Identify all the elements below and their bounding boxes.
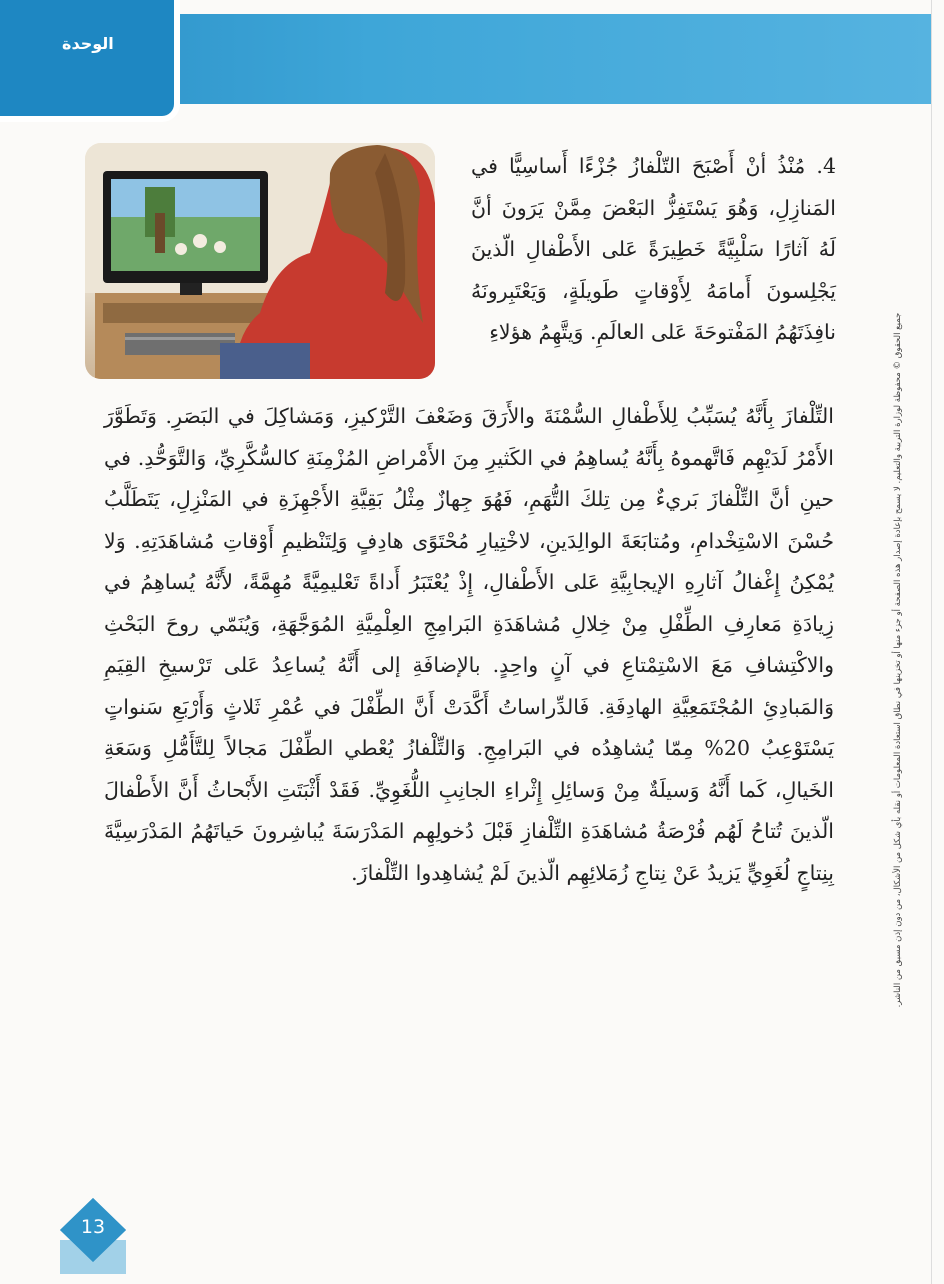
page-number: 13	[80, 1216, 106, 1238]
page-edge-rule	[931, 0, 932, 1284]
paragraph-continuation-text: التِّلْفازَ بِأَنَّهُ يُسَبِّبُ لِلأَطْفالِ السُّمْنَةَ والأَرَقَ وَضَعْفَ التَّرْكيزِ، وَمَشاكِلَ في البَصَرِ. وَتَطَوَّرَ الأَمْرُ لَدَيْهِم فَاتَّهموهُ بِأَنَّهُ يُساهِمُ في الكَثيرِ مِنَ الأَمْراضِ المُزْمِنَةِ كالسُّكَّرِيِّ، وَالتَّوَحُّدِ. في حينِ أنَّ التِّلْفازَ بَريءٌ مِن تِلكَ التُّهَمِ، فَهُوَ جِهازٌ مِثْلُ بَقِيَّةِ الأَجْهِزَةِ في المَنْزِلِ، يَتَطَلَّبُ حُسْنَ الاسْتِخْدامِ، ومُتابَعَةَ الوالِدَينِ، لاخْتِيارِ مُحْتَوًى هادِفٍ وَلِتَنْظيمِ أَوْقاتِ مُشاهَدَتِهِ. وَلا يُمْكِنُ إِغْفالُ آثارِهِ الإيجابِيَّةِ عَلى الأَطْفالِ، إِذْ يُعْتَبَرُ أَداةً تَعْليمِيَّةً مُهِمَّةً، لأَنَّهُ يُساهِمُ في زِيادَةِ مَعارِفِ الطِّفْلِ مِنْ خِلالِ مُشاهَدَةِ البَرامِجِ العِلْمِيَّةِ المُوَجَّهَةِ، وَيُنَمّي روحَ البَحْثِ والاكْتِشافِ مَعَ الاسْتِمْتاعِ في آنٍ واحِدٍ. بالإضافَةِ إلى أَنَّهُ يُساعِدُ عَلى تَرْسيخِ القِيَمِ وَالمَبادِئِ المُجْتَمَعِيَّةِ الهادِفَةِ. فَالدِّراساتُ أَكَّدَتْ أَنَّ الطِّفْلَ في عُمْرِ ثَلاثٍ وَأَرْبَعِ سَنواتٍ يَسْتَوْعِبُ 20% مِمّا يُشاهِدُه في البَرامِجِ. وَالتِّلْفازُ يُعْطي الطِّفْلَ مَجالاً لِلتَّأَمُّلِ وَسَعَةِ الخَيالِ، كَما أَنَّهُ وَسيلَةٌ مِنْ وَسائِلِ إِثْراءِ الجانِبِ اللُّغَوِيِّ. فَقَدْ أَثْبَتَتِ الأَبْحاثُ أَنَّ الأَطْفالَ الّذينَ تُتاحُ لَهُم فُرْصَةُ مُشاهَدَةِ التِّلْفازِ قَبْلَ دُخولِهِم المَدْرَسَةَ يُباشِرونَ حَياتَهُمُ المَدْرَسِيَّةَ بِنِتاجٍ لُغَوِيٍّ يَزيدُ عَنْ نِتاجِ زُمَلائِهِم الّذينَ لَمْ يُشاهِدوا التِّلْفازَ.	[104, 404, 834, 885]
child-watching-tv-photo	[85, 143, 435, 379]
paragraph-continuation	[104, 396, 834, 894]
paragraph-opening-text: مُنْذُ أنْ أَصْبَحَ التّلْفازُ جُزْءًا أَساسِيًّا في المَنازِلِ، وَهُوَ يَسْتَفِزُّ البَعْضَ مِمَّنْ يَرَونَ أنَّ لَهُ آثارًا سَلْبِيَّةً خَطِيرَةً عَلى الأَطْفالِ الّذينَ يَجْلِسونَ أَمامَهُ لِأَوْقاتٍ طَويلَةٍ، وَيَعْتَبِرونَهُ نافِذَتَهُمُ المَفْتوحَةَ عَلى العالَمِ. وَيتَّهِمُ هؤلاءِ	[471, 154, 836, 344]
unit-label: الوحدة	[62, 34, 114, 53]
paragraph-opening	[471, 146, 836, 354]
unit-tab	[0, 0, 180, 122]
copyright-text: جميع الحقوق © محفوظة لوزارة التربية والتعليم. لا يسمح بإعادة إصدار هذه الصفحة أو جزء منها أو تخزينها في نطاق استعادة المعلومات أو نقله بأي شكل من الأشكال، من دون إذن مسبق من الناشر.	[893, 312, 903, 1008]
copyright-side-note	[888, 300, 908, 1020]
paragraph-number: 4.	[816, 154, 836, 178]
photo-illustration	[85, 143, 435, 379]
page-badge	[58, 1196, 128, 1274]
